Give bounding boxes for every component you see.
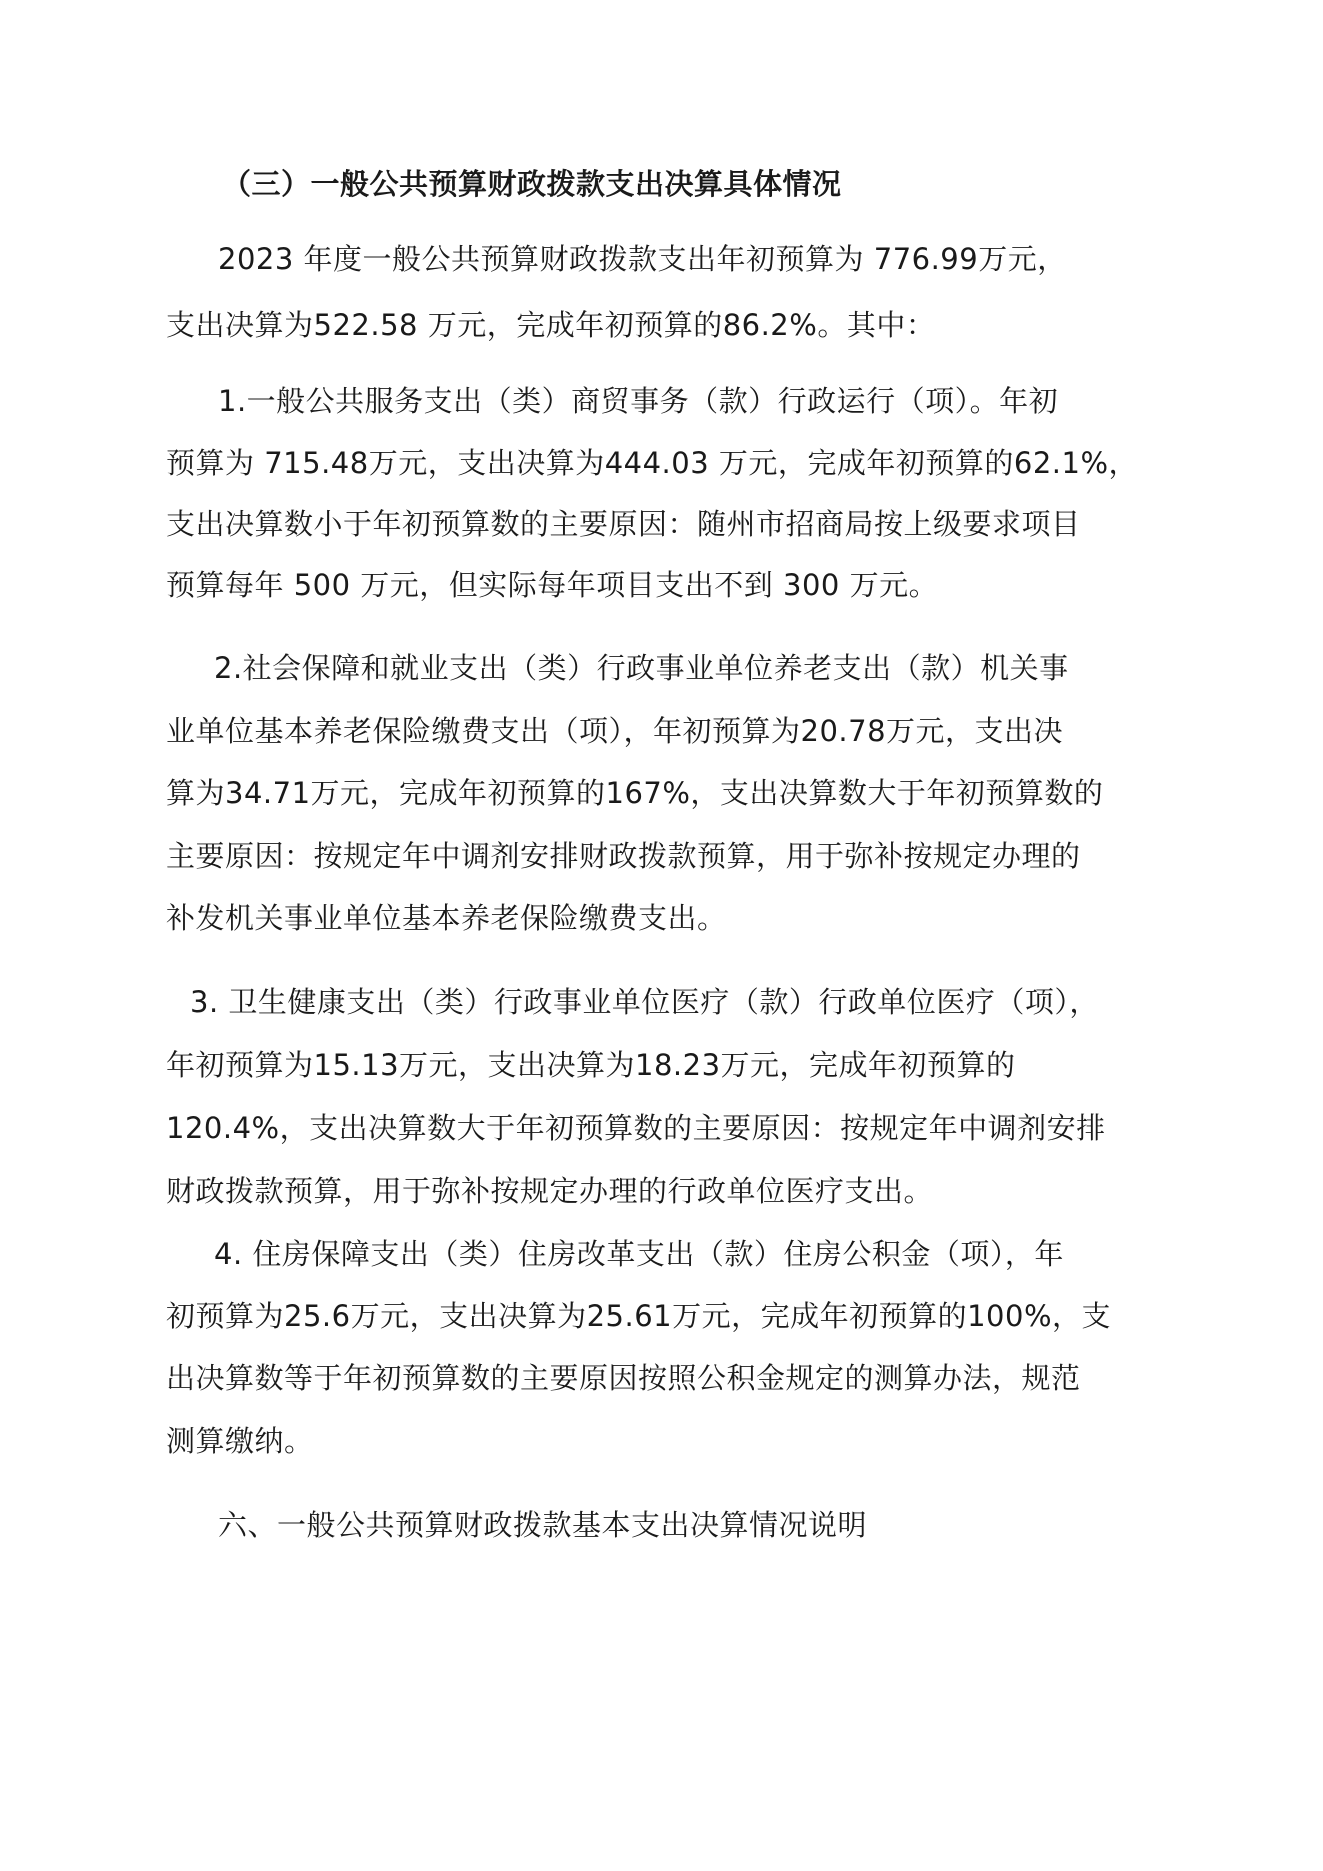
paragraph-4-line-1: 3. 卫生健康支出（类）行政事业单位医疗（款）行政单位医疗（项）， — [190, 985, 1099, 1019]
paragraph-5-line-3: 出决算数等于年初预算数的主要原因按照公积金规定的测算办法，规范 — [166, 1361, 1081, 1395]
paragraph-5-line-2: 初预算为25.6万元，支出决算为25.61万元，完成年初预算的100%，支 — [166, 1299, 1112, 1333]
paragraph-1-line-2: 支出决算为522.58 万元，完成年初预算的86.2%。其中： — [166, 308, 936, 342]
paragraph-1-line-1: 2023 年度一般公共预算财政拨款支出年初预算为 776.99万元， — [218, 242, 1067, 276]
paragraph-3-line-2: 业单位基本养老保险缴费支出（项），年初预算为20.78万元，支出决 — [166, 714, 1064, 748]
paragraph-2-line-1: 1.一般公共服务支出（类）商贸事务（款）行政运行（项）。年初 — [218, 384, 1059, 418]
paragraph-5-line-1: 4. 住房保障支出（类）住房改革支出（款）住房公积金（项），年 — [214, 1237, 1064, 1271]
paragraph-2-line-4: 预算每年 500 万元，但实际每年项目支出不到 300 万元。 — [166, 568, 939, 602]
paragraph-5-line-4: 测算缴纳。 — [166, 1424, 314, 1458]
paragraph-3-line-1: 2.社会保障和就业支出（类）行政事业单位养老支出（款）机关事 — [214, 651, 1069, 685]
paragraph-4-line-3: 120.4%，支出决算数大于年初预算数的主要原因：按规定年中调剂安排 — [166, 1111, 1106, 1145]
next-section-heading: 六、一般公共预算财政拨款基本支出决算情况说明 — [218, 1508, 868, 1542]
paragraph-4-line-2: 年初预算为15.13万元，支出决算为18.23万元，完成年初预算的 — [166, 1048, 1016, 1082]
paragraph-2-line-3: 支出决算数小于年初预算数的主要原因：随州市招商局按上级要求项目 — [166, 507, 1081, 541]
section-heading: （三）一般公共预算财政拨款支出决算具体情况 — [222, 167, 842, 201]
paragraph-3-line-3: 算为34.71万元，完成年初预算的167%，支出决算数大于年初预算数的 — [166, 776, 1104, 810]
paragraph-2-line-2: 预算为 715.48万元，支出决算为444.03 万元，完成年初预算的62.1%， — [166, 446, 1139, 480]
paragraph-3-line-5: 补发机关事业单位基本养老保险缴费支出。 — [166, 901, 727, 935]
paragraph-4-line-4: 财政拨款预算，用于弥补按规定办理的行政单位医疗支出。 — [166, 1174, 934, 1208]
paragraph-3-line-4: 主要原因：按规定年中调剂安排财政拨款预算，用于弥补按规定办理的 — [166, 839, 1081, 873]
